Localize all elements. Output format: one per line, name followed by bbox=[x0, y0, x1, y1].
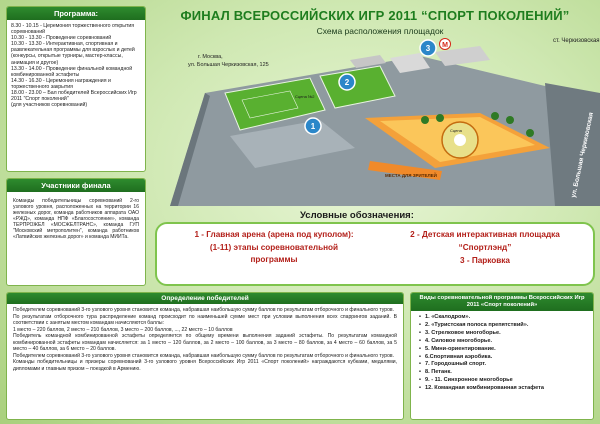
kinds-header: Виды соревновательной программы Всероссийских Игр 2011 «Спорт поколений» bbox=[411, 293, 593, 311]
legend-item-kids: 2 - Детская интерактивная площадка bbox=[410, 230, 560, 239]
legend-item-stages-cont: программы bbox=[250, 255, 298, 264]
legend-item-kids-cont: “Спортлэнд” bbox=[458, 243, 512, 252]
winners-paragraph: Победитель командной комбинированной эстафеты определяется по общему времени выполнения заданий эстафеты. По результатам командной комбинированной эстафеты командам начисляется: за 1 место – 120 баллов, за 2 место – 100 баллов, за 3 место – 80 баллов, за 4 место – 60 баллов, за 5 место – 40 баллов, за 6 место – 20 баллов. bbox=[13, 333, 397, 352]
winners-paragraph: Победителем соревнований 3-го узлового уровня становится команда, набравшая наибольшую сумму баллов по результатам отборочного и финального туров. bbox=[13, 352, 395, 359]
address-street: ул. Большая Черкизовская, 125 bbox=[188, 62, 269, 68]
winners-paragraph: По результатам отборочного тура распределение команд происходит по наименьшей сумме мест при условии выполнения всех спаррингов заданий. В соответствии с занятым местом командам начисляются баллы: bbox=[13, 313, 397, 326]
tree bbox=[526, 129, 534, 137]
program-box bbox=[6, 6, 146, 172]
kinds-list-item: • 3. Стрелковое многоборье. bbox=[419, 330, 585, 338]
page-subtitle: Схема расположения площадок bbox=[316, 26, 444, 36]
legend-title: Условные обозначения: bbox=[300, 210, 414, 221]
kinds-list-item: • 1. «Скалодром». bbox=[419, 314, 585, 322]
program-line: 10.30 - 13.30 - Проведение соревнований bbox=[11, 35, 112, 42]
metro-logo-letter: M bbox=[442, 42, 448, 49]
program-line: 18.00 - 23.00 – Бал победителей Всероссийских Игр 2011 "Спорт поколений" bbox=[11, 90, 137, 103]
kinds-box bbox=[410, 292, 594, 420]
marker-2-label: 2 bbox=[344, 78, 350, 87]
tree bbox=[491, 112, 499, 120]
program-header: Программа: bbox=[7, 7, 145, 20]
marker-1-label: 1 bbox=[310, 122, 316, 131]
winners-body bbox=[7, 304, 403, 375]
kinds-list bbox=[411, 311, 593, 396]
winners-box bbox=[6, 292, 404, 420]
winners-paragraph: Команды победительницы и призеры соревнований 3-го узлового уровня Всероссийских Игр 2011 «Спорт поколений» награждаются кубками, медалями, дипломами и главным призом – поездкой в Армению. bbox=[13, 359, 397, 372]
venue-map-drawing bbox=[150, 38, 600, 206]
venue-map bbox=[150, 38, 600, 206]
participants-header: Участники финала bbox=[7, 179, 145, 192]
program-line: 8.30 - 10.15 - Церемония торжественного открытия соревнований bbox=[11, 23, 135, 36]
arena-stage bbox=[454, 134, 466, 146]
program-line: 14.30 - 16.30 - Церемония награждения и торжественного закрытия bbox=[11, 77, 111, 90]
kinds-list-item: • 8. Петанк. bbox=[419, 369, 585, 377]
stage2-label: Сцена №2 bbox=[295, 94, 315, 99]
kinds-list-item: • 7. Городошный спорт. bbox=[419, 361, 585, 369]
stands-label: МЕСТА ДЛЯ ЗРИТЕЛЕЙ bbox=[385, 173, 437, 178]
program-line: 10.30 - 13.30 - Интерактивная, спортивная и развлекательная программы для взрослых и детей (конкурсы, открытые турниры, мастер-классы, анимация и другое) bbox=[11, 41, 135, 66]
marker-3-label: 3 bbox=[425, 44, 431, 53]
kinds-list-item: • 4. Силовое многоборье. bbox=[419, 338, 585, 346]
tree bbox=[506, 116, 514, 124]
page-title: ФИНАЛ ВСЕРОССИЙСКИХ ИГР 2011 “СПОРТ ПОКОЛЕНИЙ” bbox=[180, 8, 570, 23]
tree bbox=[436, 114, 444, 122]
legend-item-stages: (1-11) этапы соревновательной bbox=[209, 243, 339, 252]
metro-station-label: ст. Черкизовская bbox=[553, 38, 600, 44]
program-body bbox=[7, 20, 145, 111]
kinds-list-item: • 2. «Туристская полоса препятствий». bbox=[419, 322, 585, 330]
kinds-list-item: • 12. Командная комбинированная эстафета bbox=[419, 385, 585, 393]
legend-item-parking: 3 - Парковка bbox=[460, 256, 510, 265]
participants-box bbox=[6, 178, 146, 286]
arena-label: Сцена bbox=[450, 128, 462, 133]
tree bbox=[421, 116, 429, 124]
winners-paragraph: Победителем соревнований 3-го узлового уровня становится команда, набравшая наибольшую сумму баллов по результатам отборочного и финального туров. bbox=[13, 307, 395, 313]
program-line: 13.30 - 14.00 - Проведение финальной командной комбинированной эстафеты bbox=[11, 65, 133, 78]
program-line: (для участников соревнований) bbox=[11, 102, 88, 109]
address-city: г. Москва, bbox=[198, 54, 223, 60]
legend-box bbox=[155, 222, 595, 286]
legend-item-arena: 1 - Главная арена (арена под куполом): bbox=[194, 230, 354, 239]
winners-paragraph: 1 место – 220 баллов, 2 место – 210 баллов, 3 место – 200 баллов, ..., 22 место – 10 баллов bbox=[13, 326, 233, 333]
kinds-list-item: • 6.Спортивная аэробика. bbox=[419, 354, 585, 362]
kinds-list-item: • 9. - 11. Синхронное многоборье bbox=[419, 377, 585, 385]
winners-header: Определение победителей bbox=[7, 293, 403, 304]
road-label: ул. Большая Черкизовская bbox=[570, 111, 596, 199]
kinds-list-item: • 5. Мини-ориентирование. bbox=[419, 346, 585, 354]
participants-text: Команды победительницы соревнований 2-го узлового уровня, расположенных на территории 16 железных дорог, команда работников аппарата ОАО «РЖД», команда НПФ «Благосостояние», команда ТЕРПРОЖЕЛ «МОСЖЕЛТРАНС», команда ГУП "Московский метрополитен", команда работников «Латвийских железных дорог» и команда МИИТа. bbox=[13, 198, 139, 240]
